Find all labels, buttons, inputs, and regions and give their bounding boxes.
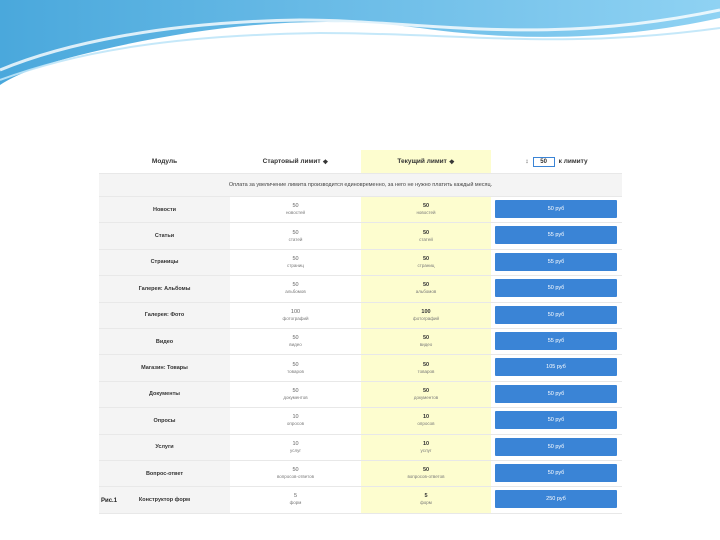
buy-limit-button[interactable]: 50 руб — [495, 306, 617, 324]
buy-limit-button[interactable]: 50 руб — [495, 464, 617, 482]
table-row — [99, 303, 622, 329]
table-row — [99, 276, 622, 302]
info-circle-icon[interactable]: ❖ — [448, 158, 455, 166]
module-name: Вопрос-ответ — [99, 461, 230, 486]
module-name: Услуги — [99, 435, 230, 460]
module-name: Магазин: Товары — [99, 355, 230, 380]
table-row — [99, 435, 622, 461]
start-limit: 10 опросов — [286, 414, 305, 427]
current-limit: 100 фотографий — [361, 303, 491, 328]
start-limit: 50 статей — [288, 229, 303, 242]
start-limit: 5 форм — [289, 493, 302, 506]
table-row — [99, 487, 622, 513]
current-limit: 50 страниц — [361, 250, 491, 275]
start-limit: 50 страниц — [287, 255, 304, 268]
buy-limit-button[interactable]: 250 руб — [495, 490, 617, 508]
buy-limit-button[interactable]: 55 руб — [495, 226, 617, 244]
figure-caption: Рис.1 — [101, 498, 118, 504]
buy-limit-button[interactable]: 50 руб — [495, 200, 617, 218]
limit-increase-input[interactable]: 50 — [533, 157, 555, 167]
current-limit: 50 документов — [361, 382, 491, 407]
table-row — [99, 382, 622, 408]
current-limit: 5 форм — [361, 487, 491, 512]
start-limit: 10 услуг — [290, 440, 301, 453]
current-limit: 50 товаров — [361, 355, 491, 380]
start-limit: 50 товаров — [287, 361, 304, 374]
table-row — [99, 223, 622, 249]
start-limit: 100 фотографий — [282, 308, 309, 321]
table-row — [99, 329, 622, 355]
start-limit: 50 альбомов — [285, 282, 306, 295]
table-row — [99, 408, 622, 434]
col-module-header: Модуль — [151, 158, 178, 165]
module-name: Галерея: Фото — [99, 303, 230, 328]
table-header — [99, 150, 622, 174]
sort-arrows-icon: ↕ — [525, 158, 529, 165]
start-limit: 50 новостей — [285, 203, 306, 216]
module-name: Документы — [99, 382, 230, 407]
buy-limit-button[interactable]: 55 руб — [495, 253, 617, 271]
header-wave-decoration — [0, 0, 720, 90]
module-name: Страницы — [99, 250, 230, 275]
payment-note: Оплата за увеличение лимита производится единовременно, за него не нужно платить каждый месяц. — [99, 174, 622, 197]
table-row — [99, 197, 622, 223]
current-limit: 50 вопросов-ответов — [361, 461, 491, 486]
module-name: Конструктор форм — [99, 487, 230, 512]
buy-limit-button[interactable]: 50 руб — [495, 438, 617, 456]
current-limit: 10 опросов — [361, 408, 491, 433]
start-limit: 50 видео — [289, 335, 302, 348]
buy-limit-button[interactable]: 50 руб — [495, 385, 617, 403]
buy-limit-button[interactable]: 50 руб — [495, 411, 617, 429]
limits-table — [99, 150, 622, 514]
module-name: Новости — [99, 197, 230, 222]
col-start-header: Стартовый лимит ❖ — [262, 158, 329, 166]
buy-limit-button[interactable]: 105 руб — [495, 358, 617, 376]
current-limit: 10 услуг — [361, 435, 491, 460]
buy-limit-button[interactable]: 50 руб — [495, 279, 617, 297]
current-limit: 50 статей — [361, 223, 491, 248]
col-current-header: Текущий лимит ❖ — [361, 150, 491, 173]
module-name: Опросы — [99, 408, 230, 433]
table-row — [99, 250, 622, 276]
start-limit: 50 вопросов-ответов — [276, 467, 315, 480]
start-limit: 50 документов — [283, 387, 308, 400]
table-row — [99, 461, 622, 487]
table-row — [99, 355, 622, 381]
module-name: Видео — [99, 329, 230, 354]
module-name: Галерея: Альбомы — [99, 276, 230, 301]
col-limit-header: ↕ 50 к лимиту — [525, 158, 588, 165]
current-limit: 50 видео — [361, 329, 491, 354]
buy-limit-button[interactable]: 55 руб — [495, 332, 617, 350]
info-circle-icon[interactable]: ❖ — [322, 158, 329, 166]
current-limit: 50 альбомов — [361, 276, 491, 301]
module-name: Статьи — [99, 223, 230, 248]
current-limit: 50 новостей — [361, 197, 491, 222]
